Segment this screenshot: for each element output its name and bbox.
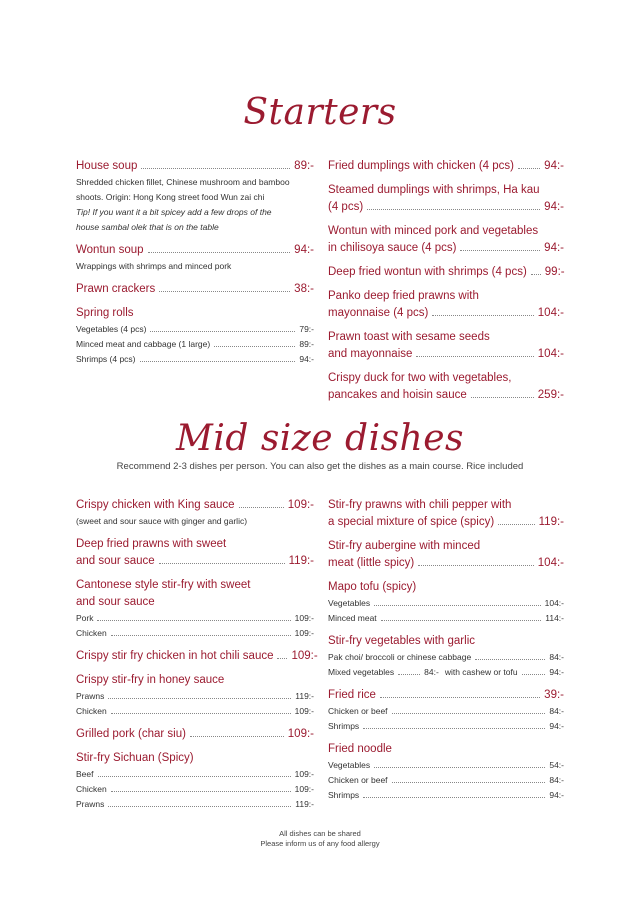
item-name: a special mixture of spice (spicy) [328, 516, 495, 528]
sub-item [328, 719, 564, 734]
menu-item-wontun-minced-pork [328, 223, 564, 257]
sub-item-price: 114:- [545, 613, 564, 623]
item-name: Stir-fry aubergine with minced [328, 540, 481, 552]
sub-item [328, 596, 564, 611]
sub-item-price: 109:- [294, 628, 314, 638]
item-price: 109:- [291, 650, 318, 662]
sub-item-price: 104:- [544, 598, 564, 608]
item-name: Stir-fry Sichuan (Spicy) [76, 752, 194, 764]
item-name: Cantonese style stir-fry with sweet [76, 579, 251, 591]
sub-item-name: Shrimps (4 pcs) [76, 354, 136, 364]
item-name: Panko deep fried prawns with [328, 290, 479, 302]
menu-item-hot-chili [76, 648, 318, 665]
sub-item-name: Chicken or beef [328, 775, 388, 785]
sub-item-name: Shrimps [328, 721, 360, 731]
sub-item-name: Mixed vegetables [328, 667, 395, 677]
sub-item [328, 665, 564, 680]
menu-item-deep-fried-wontun [328, 264, 564, 281]
item-price: 104:- [537, 307, 564, 319]
sub-item [328, 611, 564, 626]
sub-item [328, 773, 564, 788]
item-name: Grilled pork (char siu) [76, 728, 186, 740]
sub-item [76, 767, 314, 782]
item-price: 94:- [544, 201, 564, 213]
item-price: 38:- [294, 283, 314, 295]
menu-item-fried-dumplings [328, 158, 564, 175]
sub-item-name: Chicken [76, 784, 107, 794]
mid-size-subtitle: Recommend 2-3 dishes per person. You can also get the dishes as a main course. Rice included [116, 461, 524, 472]
sub-item-name: Shrimps [328, 790, 360, 800]
item-price: 104:- [537, 348, 564, 360]
item-name: and sour sauce [76, 596, 155, 608]
item-name: Spring rolls [76, 307, 134, 319]
sub-item-price: 119:- [295, 799, 314, 809]
item-price: 99:- [544, 266, 565, 278]
sub-item-name: Minced meat and cabbage (1 large) [76, 339, 211, 349]
item-name: Wontun with minced pork and vegetables [328, 225, 539, 237]
item-name: Steamed dumplings with shrimps, Ha kau [328, 184, 540, 196]
item-price: 94:- [544, 242, 564, 254]
menu-item-char-siu [76, 726, 314, 743]
sub-item-extra: with cashew or tofu [444, 667, 518, 677]
sub-item-price: 79:- [299, 324, 314, 334]
menu-item-deep-fried-prawns [76, 536, 314, 570]
item-name: pancakes and hoisin sauce [328, 389, 467, 401]
sub-item [76, 704, 314, 719]
menu-item-fried-rice [328, 687, 564, 734]
menu-item-fried-noodle [328, 741, 564, 803]
menu-item-aubergine [328, 538, 564, 572]
sub-item [76, 352, 314, 367]
item-description: shoots. Origin: Hong Kong street food Wun zai chi [76, 192, 265, 202]
menu-item-king-sauce [76, 497, 314, 529]
mid-right-column [328, 497, 564, 810]
sub-item [328, 788, 564, 803]
item-name: mayonnaise (4 pcs) [328, 307, 429, 319]
sub-item [76, 611, 314, 626]
item-price: 39:- [544, 689, 564, 701]
sub-item [76, 782, 314, 797]
menu-item-steamed-dumplings [328, 182, 564, 216]
item-name: (4 pcs) [328, 201, 364, 213]
item-name: Crispy duck for two with vegetables, [328, 372, 512, 384]
sub-item-price: 84:- [424, 667, 439, 677]
footer-line: All dishes can be shared [279, 829, 361, 838]
mid-size-dishes-title: Mid size dishes [175, 418, 465, 459]
item-name: Fried rice [328, 689, 376, 701]
sub-item [76, 337, 314, 352]
sub-item-price: 84:- [549, 706, 564, 716]
item-name: Deep fried prawns with sweet [76, 538, 227, 550]
item-price: 104:- [537, 557, 564, 569]
item-description: Shredded chicken fillet, Chinese mushroom and bamboo [76, 177, 290, 187]
item-name: Crispy stir fry chicken in hot chili sauce [76, 650, 274, 662]
sub-item [76, 797, 314, 812]
item-price: 119:- [538, 516, 564, 528]
sub-item-price: 94:- [549, 667, 564, 677]
sub-item-price: 94:- [299, 354, 314, 364]
item-name: Fried dumplings with chicken (4 pcs) [328, 160, 514, 172]
sub-item-price: 84:- [549, 775, 564, 785]
item-name: Stir-fry prawns with chili pepper with [328, 499, 512, 511]
item-name: Crispy chicken with King sauce [76, 499, 235, 511]
menu-item-prawn-crackers [76, 281, 314, 298]
sub-item [328, 650, 564, 665]
item-tip: house sambal olek that is on the table [76, 222, 219, 232]
menu-item-sichuan [76, 750, 314, 812]
sub-item-price: 109:- [294, 769, 314, 779]
item-price: 94:- [544, 160, 564, 172]
mid-left-column [76, 497, 318, 819]
menu-item-honey-sauce [76, 672, 314, 719]
sub-item-name: Vegetables (4 pcs) [76, 324, 147, 334]
menu-item-prawn-toast [328, 329, 564, 363]
item-name: and sour sauce [76, 555, 155, 567]
sub-item-name: Prawns [76, 691, 105, 701]
item-price: 109:- [287, 728, 314, 740]
sub-item [328, 704, 564, 719]
item-tip: Tip! If you want it a bit spicey add a few drops of the [76, 207, 272, 217]
sub-item-price: 84:- [549, 652, 564, 662]
item-price: 89:- [294, 160, 314, 172]
item-price: 119:- [288, 555, 314, 567]
sub-item-price: 54:- [549, 760, 564, 770]
menu-item-wontun-soup [76, 242, 314, 274]
menu-item-cantonese [76, 577, 314, 641]
sub-item [76, 626, 314, 641]
menu-item-house-soup [76, 158, 314, 235]
starters-right-column [328, 158, 564, 411]
item-price: 259:- [537, 389, 564, 401]
item-name: in chilisoya sauce (4 pcs) [328, 242, 457, 254]
menu-item-vegetables-garlic [328, 633, 564, 680]
item-name: and mayonnaise [328, 348, 413, 360]
item-name: meat (little spicy) [328, 557, 415, 569]
item-price: 94:- [294, 244, 314, 256]
sub-item-name: Beef [76, 769, 94, 779]
menu-item-spring-rolls [76, 305, 314, 367]
sub-item-name: Chicken [76, 706, 107, 716]
footer-note [0, 829, 640, 849]
item-name: Fried noodle [328, 743, 392, 755]
starters-left-column [76, 158, 314, 374]
sub-item-name: Pork [76, 613, 94, 623]
item-name: Prawn crackers [76, 283, 156, 295]
item-name: Mapo tofu (spicy) [328, 581, 417, 593]
sub-item-name: Vegetables [328, 760, 371, 770]
starters-title: Starters [243, 92, 397, 133]
sub-item-name: Chicken [76, 628, 107, 638]
item-description: Wrappings with shrimps and minced pork [76, 261, 232, 271]
item-name: House soup [76, 160, 138, 172]
sub-item [76, 689, 314, 704]
item-name: Wontun soup [76, 244, 144, 256]
sub-item-price: 94:- [549, 790, 564, 800]
menu-item-mapo-tofu [328, 579, 564, 626]
item-price: 109:- [287, 499, 314, 511]
menu-item-crispy-duck [328, 370, 564, 404]
sub-item-name: Prawns [76, 799, 105, 809]
menu-item-panko-prawns [328, 288, 564, 322]
sub-item-name: Chicken or beef [328, 706, 388, 716]
menu-item-chili-prawns [328, 497, 564, 531]
footer-line: Please inform us of any food allergy [260, 839, 380, 848]
item-description: (sweet and sour sauce with ginger and garlic) [76, 516, 248, 526]
sub-item-name: Minced meat [328, 613, 377, 623]
sub-item-price: 109:- [294, 613, 314, 623]
sub-item [328, 758, 564, 773]
sub-item-name: Pak choi/ broccoli or chinese cabbage [328, 652, 472, 662]
sub-item-price: 119:- [295, 691, 314, 701]
sub-item-price: 109:- [294, 706, 314, 716]
item-name: Crispy stir-fry in honey sauce [76, 674, 225, 686]
item-name: Prawn toast with sesame seeds [328, 331, 490, 343]
sub-item-name: Vegetables [328, 598, 371, 608]
sub-item [76, 322, 314, 337]
item-name: Deep fried wontun with shrimps (4 pcs) [328, 266, 527, 278]
sub-item-price: 89:- [299, 339, 314, 349]
sub-item-price: 94:- [549, 721, 564, 731]
item-name: Stir-fry vegetables with garlic [328, 635, 475, 647]
sub-item-price: 109:- [294, 784, 314, 794]
